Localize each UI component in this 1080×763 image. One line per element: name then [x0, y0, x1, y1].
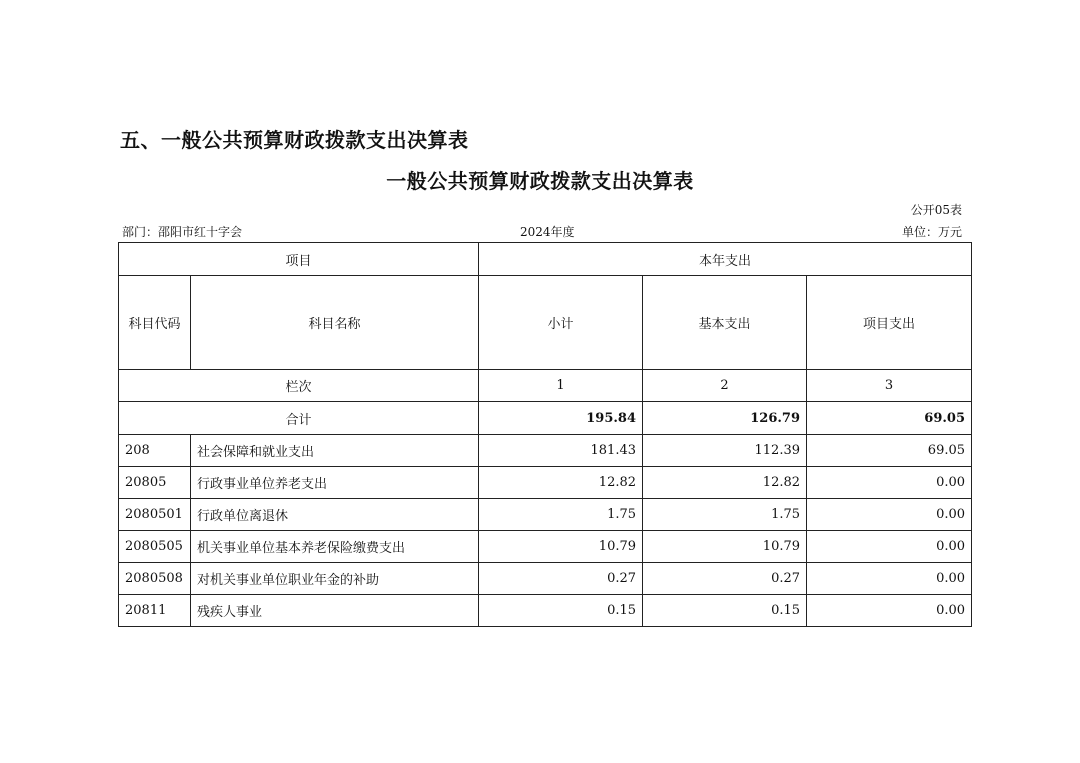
total-basic: 126.79: [643, 402, 807, 435]
table-row: [119, 563, 972, 595]
row-code: 20811: [119, 595, 191, 627]
row-basic: 112.39: [643, 435, 807, 467]
total-project: 69.05: [807, 402, 972, 435]
header-col-3: 3: [807, 370, 972, 402]
table-row: [119, 531, 972, 563]
row-name: 社会保障和就业支出: [191, 435, 479, 467]
meta-row: [122, 223, 962, 239]
row-code: 2080505: [119, 531, 191, 563]
form-code: 公开05表: [910, 203, 962, 217]
header-project: 项目: [119, 243, 479, 276]
year-label: 2024年度: [520, 225, 575, 239]
row-basic: 0.15: [643, 595, 807, 627]
header-col-1: 1: [479, 370, 643, 402]
row-subtotal: 10.79: [479, 531, 643, 563]
row-name: 机关事业单位基本养老保险缴费支出: [191, 531, 479, 563]
row-name: 对机关事业单位职业年金的补助: [191, 563, 479, 595]
row-subtotal: 1.75: [479, 499, 643, 531]
row-code: 2080508: [119, 563, 191, 595]
total-row: [119, 402, 972, 435]
row-subtotal: 0.15: [479, 595, 643, 627]
row-basic: 12.82: [643, 467, 807, 499]
row-basic: 1.75: [643, 499, 807, 531]
header-subject-name: 科目名称: [191, 276, 479, 370]
row-project: 0.00: [807, 563, 972, 595]
row-subtotal: 12.82: [479, 467, 643, 499]
table-row: [119, 467, 972, 499]
row-project: 0.00: [807, 531, 972, 563]
row-subtotal: 181.43: [479, 435, 643, 467]
total-label: 合计: [119, 402, 479, 435]
header-row-column-order: [119, 370, 972, 402]
row-basic: 10.79: [643, 531, 807, 563]
row-project: 0.00: [807, 467, 972, 499]
table-row: [119, 435, 972, 467]
table-title: 一般公共预算财政拨款支出决算表: [386, 169, 694, 193]
row-code: 208: [119, 435, 191, 467]
table-row: [119, 499, 972, 531]
header-row-1: [119, 243, 972, 276]
header-row-2: [119, 276, 972, 370]
row-code: 2080501: [119, 499, 191, 531]
row-project: 0.00: [807, 595, 972, 627]
table-row: [119, 595, 972, 627]
row-basic: 0.27: [643, 563, 807, 595]
row-project: 0.00: [807, 499, 972, 531]
row-subtotal: 0.27: [479, 563, 643, 595]
header-col-2: 2: [643, 370, 807, 402]
unit-label: 单位：万元: [901, 225, 962, 239]
header-column-order: 栏次: [119, 370, 479, 402]
row-project: 69.05: [807, 435, 972, 467]
header-subject-code: 科目代码: [119, 276, 191, 370]
row-name: 行政单位离退休: [191, 499, 479, 531]
department-label: 部门：邵阳市红十字会: [122, 225, 243, 239]
section-heading: 五、一般公共预算财政拨款支出决算表: [120, 128, 469, 152]
header-project-expenditure: 项目支出: [807, 276, 972, 370]
header-subtotal: 小计: [479, 276, 643, 370]
header-basic-expenditure: 基本支出: [643, 276, 807, 370]
row-code: 20805: [119, 467, 191, 499]
total-subtotal: 195.84: [479, 402, 643, 435]
row-name: 残疾人事业: [191, 595, 479, 627]
expenditure-table: [118, 242, 972, 627]
row-name: 行政事业单位养老支出: [191, 467, 479, 499]
header-current-year-expenditure: 本年支出: [479, 243, 972, 276]
